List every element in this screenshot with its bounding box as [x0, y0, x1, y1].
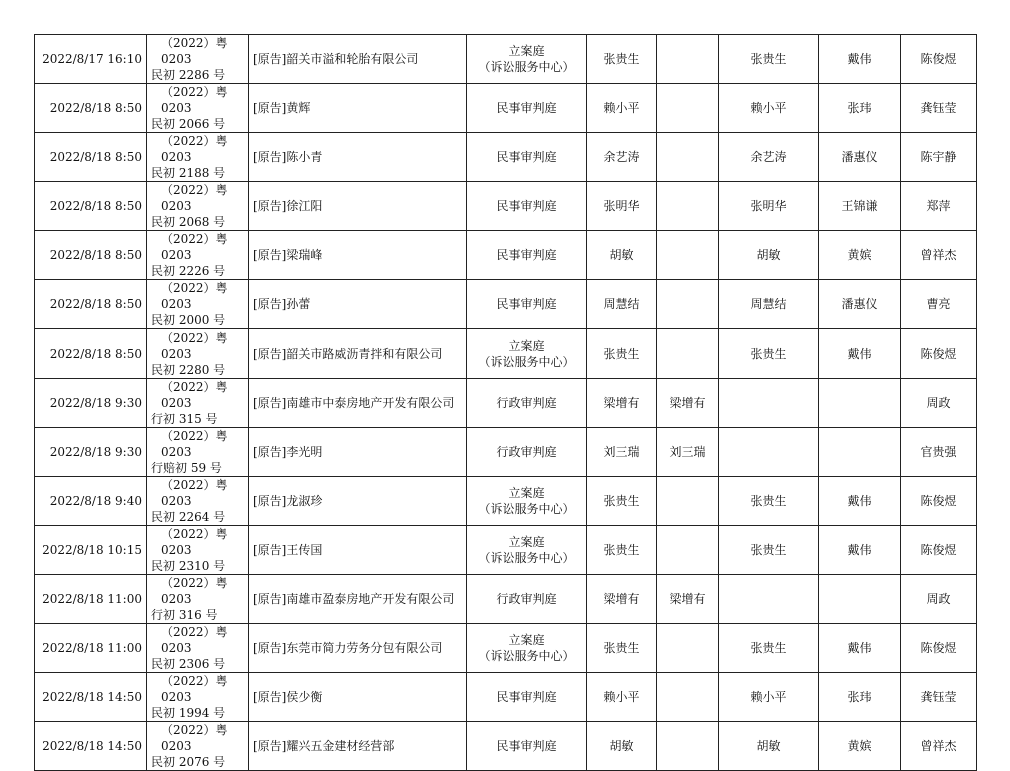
c9-text: 陈俊煜	[920, 494, 957, 508]
court-cell	[467, 379, 587, 428]
case-number-cell	[147, 379, 249, 428]
table-row	[35, 477, 977, 526]
c7-text: 张贵生	[750, 52, 787, 66]
assistant-cell	[819, 477, 901, 526]
judge-cell	[657, 35, 719, 84]
party-cell	[249, 35, 467, 84]
time-text: 2022/8/18 8:50	[49, 248, 142, 262]
court-l1-text: 民事审判庭	[496, 150, 557, 164]
judge-text: 周慧结	[603, 297, 640, 311]
case-l2-text: 行初 316 号	[151, 608, 218, 622]
judge-text: 赖小平	[603, 690, 640, 704]
presiding-judge-cell	[587, 231, 657, 280]
party-text: [原告]韶关市溢和轮胎有限公司	[253, 52, 419, 66]
undertaking-judge-cell	[719, 84, 819, 133]
time-text: 2022/8/18 8:50	[49, 199, 142, 213]
party-text: [原告]李光明	[253, 445, 323, 459]
presiding-judge-cell	[587, 280, 657, 329]
party-text: [原告]龙淑珍	[253, 494, 323, 508]
judge-cell	[657, 182, 719, 231]
table-row	[35, 428, 977, 477]
hearing-time-cell	[35, 477, 147, 526]
party-text: [原告]南雄市中泰房地产开发有限公司	[253, 396, 455, 410]
undertaking-judge-cell	[719, 673, 819, 722]
undertaking-judge-cell	[719, 280, 819, 329]
court-l1-text: 立案庭	[508, 486, 545, 500]
party-text: [原告]徐江阳	[253, 199, 323, 213]
presiding-judge-cell	[587, 477, 657, 526]
judge-cell	[657, 280, 719, 329]
court-cell	[467, 182, 587, 231]
c9-text: 曾祥杰	[920, 248, 957, 262]
case-l2-text: 民初 2226 号	[151, 264, 226, 278]
c8-text: 潘惠仪	[841, 150, 878, 164]
hearing-time-cell	[35, 722, 147, 771]
c9-text: 曾祥杰	[920, 739, 957, 753]
court-cell	[467, 329, 587, 379]
court-l1-text: 立案庭	[508, 633, 545, 647]
hearing-time-cell	[35, 575, 147, 624]
case-number-cell	[147, 673, 249, 722]
c6-text: 刘三瑞	[669, 445, 706, 459]
judge-cell	[657, 133, 719, 182]
undertaking-judge-cell	[719, 624, 819, 673]
clerk-cell	[901, 673, 977, 722]
c9-text: 陈俊煜	[920, 641, 957, 655]
court-cell	[467, 133, 587, 182]
hearing-time-cell	[35, 526, 147, 575]
party-cell	[249, 133, 467, 182]
judge-text: 张贵生	[603, 641, 640, 655]
c9-text: 周政	[926, 396, 951, 410]
case-l1-text: （2022）粤 0203	[161, 429, 228, 459]
c7-text: 张贵生	[750, 641, 787, 655]
case-number-cell	[147, 84, 249, 133]
case-l2-text: 民初 2310 号	[151, 559, 226, 573]
case-l2-text: 民初 2280 号	[151, 362, 226, 377]
case-l1-text: （2022）粤 0203	[161, 576, 228, 606]
hearing-time-cell	[35, 231, 147, 280]
time-text: 2022/8/18 14:50	[42, 690, 142, 704]
table-body	[35, 35, 977, 771]
judge-cell	[657, 329, 719, 379]
hearing-time-cell	[35, 624, 147, 673]
presiding-judge-cell	[587, 673, 657, 722]
c7-text: 张贵生	[750, 543, 787, 557]
judge-cell	[657, 428, 719, 477]
undertaking-judge-cell	[719, 379, 819, 428]
court-cell	[467, 477, 587, 526]
case-l2-text: 行初 315 号	[151, 412, 218, 426]
judge-text: 梁增有	[603, 396, 640, 410]
time-text: 2022/8/18 8:50	[49, 297, 142, 311]
table-row	[35, 722, 977, 771]
case-l1-text: （2022）粤 0203	[161, 478, 228, 508]
hearing-time-cell	[35, 182, 147, 231]
court-l1-text: 民事审判庭	[496, 248, 557, 262]
party-text: [原告]耀兴五金建材经营部	[253, 739, 395, 753]
party-text: [原告]陈小青	[253, 150, 323, 164]
judge-cell	[657, 722, 719, 771]
clerk-cell	[901, 329, 977, 379]
case-number-cell	[147, 280, 249, 329]
judge-text: 胡敏	[609, 739, 634, 753]
table-row	[35, 35, 977, 84]
party-text: [原告]南雄市盈泰房地产开发有限公司	[253, 592, 455, 606]
time-text: 2022/8/18 11:00	[42, 592, 142, 606]
party-cell	[249, 722, 467, 771]
c6-text: 梁增有	[669, 592, 706, 606]
judge-text: 胡敏	[609, 248, 634, 262]
party-cell	[249, 329, 467, 379]
case-number-cell	[147, 526, 249, 575]
court-cell	[467, 526, 587, 575]
party-text: [原告]东莞市简力劳务分包有限公司	[253, 641, 443, 655]
party-cell	[249, 231, 467, 280]
case-number-cell	[147, 477, 249, 526]
assistant-cell	[819, 133, 901, 182]
hearing-time-cell	[35, 280, 147, 329]
presiding-judge-cell	[587, 428, 657, 477]
court-l1-text: 民事审判庭	[496, 739, 557, 753]
case-number-cell	[147, 575, 249, 624]
case-l1-text: （2022）粤 0203	[161, 674, 228, 704]
assistant-cell	[819, 624, 901, 673]
time-text: 2022/8/18 14:50	[42, 739, 142, 753]
table-row	[35, 575, 977, 624]
party-text: [原告]孙蕾	[253, 297, 311, 311]
c9-text: 陈俊煜	[920, 52, 957, 66]
case-number-cell	[147, 624, 249, 673]
court-l1-text: 行政审判庭	[496, 445, 557, 459]
c7-text: 赖小平	[750, 101, 787, 115]
court-cell	[467, 84, 587, 133]
hearing-time-cell	[35, 428, 147, 477]
court-l1-text: 民事审判庭	[496, 297, 557, 311]
time-text: 2022/8/18 8:50	[49, 346, 142, 361]
presiding-judge-cell	[587, 329, 657, 379]
c6-text: 梁增有	[669, 396, 706, 410]
party-cell	[249, 280, 467, 329]
undertaking-judge-cell	[719, 722, 819, 771]
clerk-cell	[901, 35, 977, 84]
assistant-cell	[819, 575, 901, 624]
time-text: 2022/8/18 11:00	[42, 641, 142, 655]
c8-text: 张玮	[847, 101, 872, 115]
assistant-cell	[819, 526, 901, 575]
c8-text: 张玮	[847, 690, 872, 704]
assistant-cell	[819, 280, 901, 329]
judge-cell	[657, 231, 719, 280]
clerk-cell	[901, 84, 977, 133]
c8-text: 戴伟	[847, 346, 872, 361]
case-l2-text: 民初 2188 号	[151, 166, 226, 180]
undertaking-judge-cell	[719, 133, 819, 182]
case-number-cell	[147, 133, 249, 182]
party-text: [原告]韶关市路威沥青拌和有限公司	[253, 346, 443, 361]
presiding-judge-cell	[587, 133, 657, 182]
case-number-cell	[147, 35, 249, 84]
case-l1-text: （2022）粤 0203	[161, 723, 228, 753]
c9-text: 陈俊煜	[920, 543, 957, 557]
time-text: 2022/8/17 16:10	[42, 52, 142, 66]
c7-text: 胡敏	[756, 739, 781, 753]
party-text: [原告]王传国	[253, 543, 323, 557]
table-row	[35, 231, 977, 280]
time-text: 2022/8/18 8:50	[49, 150, 142, 164]
time-text: 2022/8/18 9:30	[49, 445, 142, 459]
judge-text: 赖小平	[603, 101, 640, 115]
c9-text: 官贵强	[920, 445, 957, 459]
judge-text: 梁增有	[603, 592, 640, 606]
judge-text: 余艺涛	[603, 150, 640, 164]
assistant-cell	[819, 329, 901, 379]
court-l2-text: （诉讼服务中心）	[478, 649, 575, 663]
time-text: 2022/8/18 9:40	[49, 494, 142, 508]
court-cell	[467, 280, 587, 329]
assistant-cell	[819, 379, 901, 428]
c8-text: 潘惠仪	[841, 297, 878, 311]
case-l2-text: 民初 2066 号	[151, 117, 226, 131]
judge-text: 张明华	[603, 199, 640, 213]
case-l2-text: 民初 2068 号	[151, 215, 226, 229]
hearing-time-cell	[35, 133, 147, 182]
court-l1-text: 民事审判庭	[496, 690, 557, 704]
assistant-cell	[819, 35, 901, 84]
case-number-cell	[147, 428, 249, 477]
case-l2-text: 民初 2076 号	[151, 755, 226, 769]
party-text: [原告]梁瑞峰	[253, 248, 323, 262]
presiding-judge-cell	[587, 624, 657, 673]
party-cell	[249, 379, 467, 428]
party-cell	[249, 624, 467, 673]
presiding-judge-cell	[587, 722, 657, 771]
court-cell	[467, 428, 587, 477]
judge-cell	[657, 624, 719, 673]
hearing-schedule-table	[34, 34, 977, 771]
presiding-judge-cell	[587, 379, 657, 428]
case-l1-text: （2022）粤 0203	[161, 625, 228, 655]
c8-text: 戴伟	[847, 52, 872, 66]
clerk-cell	[901, 477, 977, 526]
presiding-judge-cell	[587, 35, 657, 84]
party-text: [原告]黄辉	[253, 101, 311, 115]
case-l1-text: （2022）粤 0203	[161, 330, 228, 361]
court-l1-text: 行政审判庭	[496, 396, 557, 410]
c7-text: 张贵生	[750, 346, 787, 361]
party-text: [原告]侯少衡	[253, 690, 323, 704]
c7-text: 张贵生	[750, 494, 787, 508]
case-l1-text: （2022）粤 0203	[161, 85, 228, 115]
case-l2-text: 民初 1994 号	[151, 706, 226, 720]
presiding-judge-cell	[587, 575, 657, 624]
hearing-time-cell	[35, 35, 147, 84]
time-text: 2022/8/18 9:30	[49, 396, 142, 410]
c7-text: 余艺涛	[750, 150, 787, 164]
case-l1-text: （2022）粤 0203	[161, 232, 228, 262]
case-l1-text: （2022）粤 0203	[161, 380, 228, 410]
hearing-time-cell	[35, 379, 147, 428]
undertaking-judge-cell	[719, 428, 819, 477]
c8-text: 黄嫔	[847, 739, 872, 753]
court-cell	[467, 575, 587, 624]
case-l1-text: （2022）粤 0203	[161, 527, 228, 557]
assistant-cell	[819, 84, 901, 133]
table-row	[35, 133, 977, 182]
court-l2-text: （诉讼服务中心）	[478, 502, 575, 516]
judge-text: 刘三瑞	[603, 445, 640, 459]
c8-text: 戴伟	[847, 543, 872, 557]
case-l1-text: （2022）粤 0203	[161, 281, 228, 311]
judge-cell	[657, 379, 719, 428]
table-row	[35, 624, 977, 673]
judge-text: 张贵生	[603, 346, 640, 361]
court-l1-text: 民事审判庭	[496, 199, 557, 213]
clerk-cell	[901, 575, 977, 624]
c7-text: 赖小平	[750, 690, 787, 704]
hearing-time-cell	[35, 84, 147, 133]
undertaking-judge-cell	[719, 526, 819, 575]
court-cell	[467, 231, 587, 280]
judge-cell	[657, 477, 719, 526]
table-row	[35, 182, 977, 231]
court-l1-text: 民事审判庭	[496, 101, 557, 115]
table-row	[35, 84, 977, 133]
undertaking-judge-cell	[719, 231, 819, 280]
c9-text: 龚钰莹	[920, 101, 957, 115]
court-cell	[467, 722, 587, 771]
assistant-cell	[819, 182, 901, 231]
judge-cell	[657, 526, 719, 575]
c8-text: 戴伟	[847, 494, 872, 508]
judge-cell	[657, 673, 719, 722]
case-l2-text: 民初 2306 号	[151, 657, 226, 671]
case-number-cell	[147, 231, 249, 280]
party-cell	[249, 526, 467, 575]
c8-text: 王锦谦	[841, 199, 878, 213]
court-cell	[467, 624, 587, 673]
time-text: 2022/8/18 10:15	[42, 543, 142, 557]
case-l1-text: （2022）粤 0203	[161, 36, 228, 66]
undertaking-judge-cell	[719, 182, 819, 231]
court-cell	[467, 673, 587, 722]
clerk-cell	[901, 182, 977, 231]
clerk-cell	[901, 133, 977, 182]
presiding-judge-cell	[587, 182, 657, 231]
case-l2-text: 行赔初 59 号	[151, 461, 222, 475]
undertaking-judge-cell	[719, 35, 819, 84]
time-text: 2022/8/18 8:50	[49, 101, 142, 115]
presiding-judge-cell	[587, 526, 657, 575]
case-l2-text: 民初 2264 号	[151, 510, 226, 524]
judge-cell	[657, 575, 719, 624]
clerk-cell	[901, 379, 977, 428]
table-row	[35, 280, 977, 329]
c9-text: 周政	[926, 592, 951, 606]
party-cell	[249, 428, 467, 477]
assistant-cell	[819, 673, 901, 722]
party-cell	[249, 477, 467, 526]
clerk-cell	[901, 722, 977, 771]
table-row	[35, 379, 977, 428]
court-l1-text: 立案庭	[508, 338, 545, 353]
c8-text: 黄嫔	[847, 248, 872, 262]
hearing-time-cell	[35, 329, 147, 379]
court-l2-text: （诉讼服务中心）	[478, 551, 575, 565]
party-cell	[249, 84, 467, 133]
case-number-cell	[147, 329, 249, 379]
judge-text: 张贵生	[603, 52, 640, 66]
judge-text: 张贵生	[603, 543, 640, 557]
presiding-judge-cell	[587, 84, 657, 133]
case-number-cell	[147, 182, 249, 231]
case-l2-text: 民初 2000 号	[151, 313, 226, 327]
c9-text: 郑萍	[926, 199, 951, 213]
assistant-cell	[819, 722, 901, 771]
court-l1-text: 立案庭	[508, 44, 545, 58]
c9-text: 陈宇静	[920, 150, 957, 164]
party-cell	[249, 182, 467, 231]
undertaking-judge-cell	[719, 575, 819, 624]
court-l2-text: （诉讼服务中心）	[478, 60, 575, 74]
case-number-cell	[147, 722, 249, 771]
clerk-cell	[901, 526, 977, 575]
c9-text: 龚钰莹	[920, 690, 957, 704]
c7-text: 周慧结	[750, 297, 787, 311]
table-row	[35, 526, 977, 575]
judge-cell	[657, 84, 719, 133]
table-row	[35, 673, 977, 722]
clerk-cell	[901, 231, 977, 280]
undertaking-judge-cell	[719, 477, 819, 526]
assistant-cell	[819, 231, 901, 280]
court-l1-text: 行政审判庭	[496, 592, 557, 606]
case-l1-text: （2022）粤 0203	[161, 183, 228, 213]
case-l2-text: 民初 2286 号	[151, 68, 226, 82]
assistant-cell	[819, 428, 901, 477]
court-l1-text: 立案庭	[508, 535, 545, 549]
court-cell	[467, 35, 587, 84]
table-row	[35, 329, 977, 379]
clerk-cell	[901, 280, 977, 329]
judge-text: 张贵生	[603, 494, 640, 508]
c8-text: 戴伟	[847, 641, 872, 655]
undertaking-judge-cell	[719, 329, 819, 379]
c9-text: 曹亮	[926, 297, 951, 311]
clerk-cell	[901, 428, 977, 477]
c7-text: 张明华	[750, 199, 787, 213]
court-l2-text: （诉讼服务中心）	[478, 354, 575, 369]
c7-text: 胡敏	[756, 248, 781, 262]
hearing-time-cell	[35, 673, 147, 722]
party-cell	[249, 575, 467, 624]
clerk-cell	[901, 624, 977, 673]
party-cell	[249, 673, 467, 722]
c9-text: 陈俊煜	[920, 346, 957, 361]
case-l1-text: （2022）粤 0203	[161, 134, 228, 164]
